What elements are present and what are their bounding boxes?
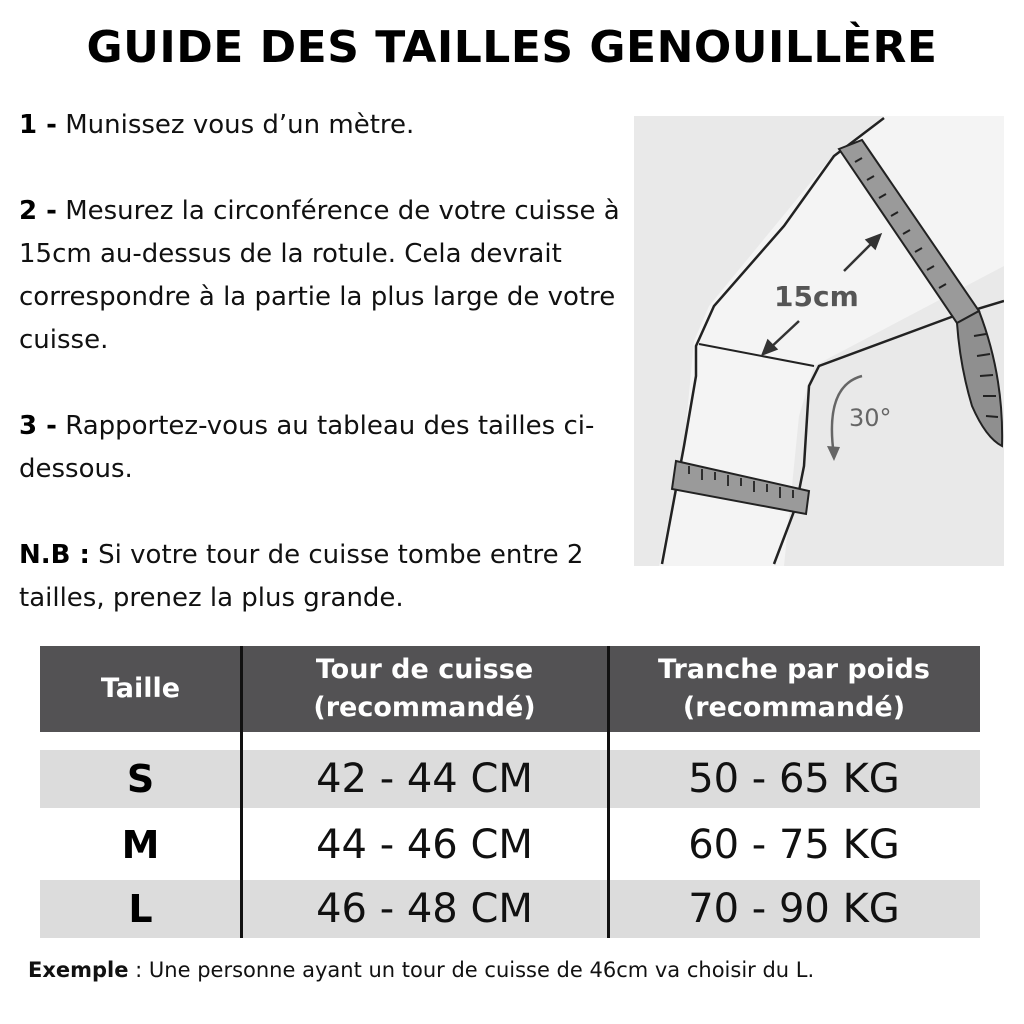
- weight-cell: 60 - 75 KG: [688, 822, 900, 868]
- knee-diagram-icon: [634, 116, 1004, 566]
- page-title: GUIDE DES TAILLES GENOUILLÈRE: [86, 22, 938, 73]
- step-3-label: 3 -: [19, 411, 57, 441]
- thigh-cell: 46 - 48 CM: [316, 886, 533, 932]
- note-label: N.B :: [19, 540, 90, 570]
- thigh-cell: 44 - 46 CM: [316, 822, 533, 868]
- header-weight: Tranche par poids (recommandé): [658, 654, 930, 723]
- header-size: Taille: [100, 673, 181, 704]
- note-text: Si votre tour de cuisse tombe entre 2 tailles, prenez la plus grande.: [19, 540, 584, 613]
- step-1-label: 1 -: [19, 110, 57, 140]
- weight-cell: 50 - 65 KG: [688, 756, 900, 802]
- step-1-text: Munissez vous d’un mètre.: [65, 110, 415, 140]
- table-row: [40, 880, 980, 938]
- size-cell: M: [121, 823, 160, 867]
- instructions: [19, 104, 639, 620]
- table-row: [40, 816, 980, 874]
- example-text: : Une personne ayant un tour de cuisse de 46cm va choisir du L.: [128, 958, 815, 982]
- step-2-text: Mesurez la circonférence de votre cuisse à 15cm au-dessus de la rotule. Cela devrait correspondre à la partie la plus large de votre cuisse.: [19, 196, 620, 355]
- step-3-text: Rapportez-vous au tableau des tailles ci-dessous.: [19, 411, 595, 484]
- distance-label: 15cm: [774, 280, 859, 313]
- size-table: [40, 646, 980, 932]
- note: [19, 534, 639, 620]
- step-2-label: 2 -: [19, 196, 57, 226]
- weight-cell: 70 - 90 KG: [688, 886, 900, 932]
- angle-label: 30°: [849, 404, 892, 432]
- header-thigh: Tour de cuisse (recommandé): [313, 654, 536, 723]
- example-label: Exemple: [28, 958, 129, 982]
- step-1: [19, 104, 639, 147]
- step-3: [19, 405, 639, 491]
- knee-measurement-illustration: [634, 116, 1004, 566]
- column-divider: [607, 646, 610, 938]
- table-row: [40, 750, 980, 808]
- thigh-cell: 42 - 44 CM: [316, 756, 533, 802]
- step-2: [19, 190, 639, 362]
- column-divider: [240, 646, 243, 938]
- example-note: [28, 958, 1008, 982]
- size-cell: S: [126, 757, 155, 801]
- table-header: [40, 646, 980, 732]
- size-cell: L: [128, 887, 153, 931]
